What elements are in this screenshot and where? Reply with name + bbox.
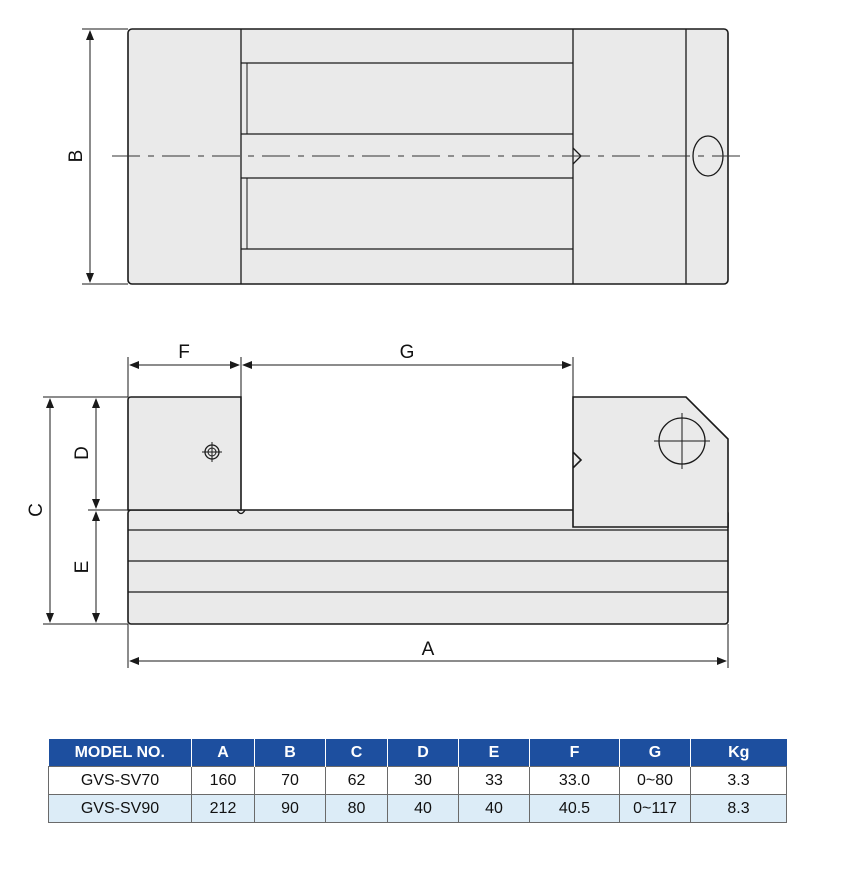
table-cell: 80 <box>326 795 388 823</box>
dim-b-label: B <box>66 149 87 163</box>
table-cell: GVS-SV70 <box>49 767 192 795</box>
table-cell: 70 <box>255 767 326 795</box>
table-cell: GVS-SV90 <box>49 795 192 823</box>
table-cell: 30 <box>388 767 459 795</box>
dim-a-label: A <box>421 639 435 660</box>
dim-c-label: C <box>26 503 47 517</box>
header-e: E <box>459 739 530 767</box>
header-d: D <box>388 739 459 767</box>
top-view <box>66 29 742 284</box>
table-cell: 40 <box>459 795 530 823</box>
table-row <box>49 767 787 795</box>
table-cell: 90 <box>255 795 326 823</box>
front-view-fixed-jaw <box>128 397 241 510</box>
dim-d-label: D <box>72 446 93 460</box>
header-kg: Kg <box>691 739 787 767</box>
front-view <box>26 342 728 668</box>
header-model-no: MODEL NO. <box>49 739 192 767</box>
table-cell: 62 <box>326 767 388 795</box>
table-row <box>49 795 787 823</box>
header-b: B <box>255 739 326 767</box>
table-cell: 212 <box>192 795 255 823</box>
table-cell: 0~80 <box>620 767 691 795</box>
table-cell: 160 <box>192 767 255 795</box>
dim-g-label: G <box>399 342 415 363</box>
table-cell: 40 <box>388 795 459 823</box>
table-header-row <box>49 739 787 767</box>
front-view-moving-jaw <box>573 397 728 527</box>
table-cell: 33.0 <box>530 767 620 795</box>
table-cell: 8.3 <box>691 795 787 823</box>
spec-table <box>48 739 787 823</box>
dim-e-label: E <box>72 560 93 574</box>
table-cell: 0~117 <box>620 795 691 823</box>
header-c: C <box>326 739 388 767</box>
dim-f-label: F <box>178 342 190 363</box>
header-g: G <box>620 739 691 767</box>
table-cell: 40.5 <box>530 795 620 823</box>
table-cell: 33 <box>459 767 530 795</box>
table-cell: 3.3 <box>691 767 787 795</box>
header-a: A <box>192 739 255 767</box>
header-f: F <box>530 739 620 767</box>
